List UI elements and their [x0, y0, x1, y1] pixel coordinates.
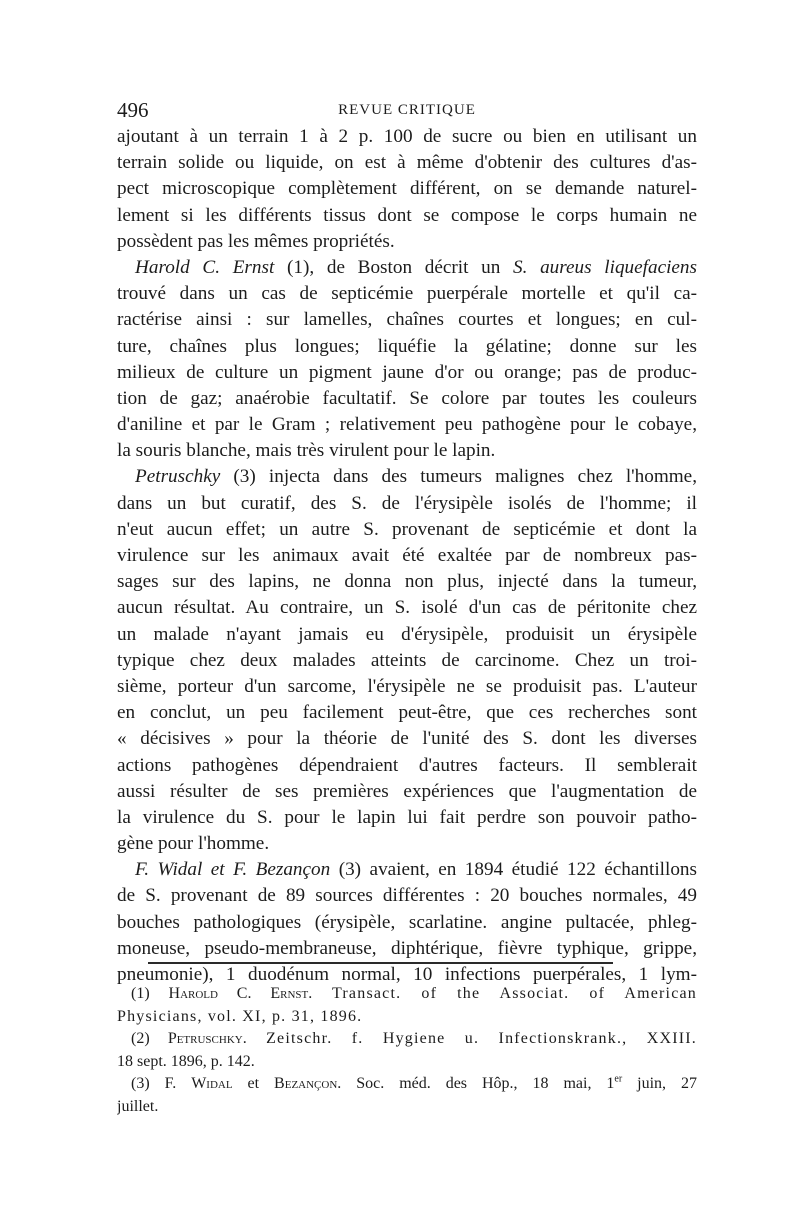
text-line: ajoutant à un terrain 1 à 2 p. 100 de sucre ou bien en utilisant un: [117, 126, 697, 147]
text-line: de S. provenant de 89 sources différentes : 20 bouches normales, 49: [117, 885, 697, 907]
footnote-marker: (3) F.: [131, 1075, 192, 1092]
footnote-source: Soc. méd. des Hôp., 18 mai, 1: [341, 1075, 615, 1092]
text-line: aucun résultat. Au contraire, un S. isolé d'un cas de péritonite chez: [117, 597, 697, 619]
text-line: [117, 255, 697, 281]
footnotes: [117, 983, 697, 1118]
body-text: [117, 124, 697, 988]
text-line: dans un but curatif, des S. de l'érysipèle isolés de l'homme; il: [117, 492, 697, 514]
superscript: er: [614, 1073, 623, 1085]
text-span: (3) avaient, en 1894 étudié 122 échantillons: [330, 859, 697, 881]
text-line: terrain solide ou liquide, on est à même d'obtenir des cultures d'as-: [117, 152, 697, 174]
footnote-source: Zeitschr. f. Hygiene u. Infectionskrank., XXIII.: [246, 1030, 697, 1047]
text-line: possèdent pas les mêmes propriétés.: [117, 230, 395, 252]
footnote-2: [117, 1028, 697, 1051]
author-name: F. Widal et F. Bezançon: [135, 859, 331, 881]
text-line: trouvé dans un cas de septicémie puerpérale mortelle et qu'il ca-: [117, 283, 697, 305]
text-span: et: [232, 1075, 275, 1092]
text-line: ture, chaînes plus longues; liquéfie la gélatine; donne sur les: [117, 335, 697, 357]
text-line: tion de gaz; anaérobie facultatif. Se colore par toutes les couleurs: [117, 387, 697, 409]
text-line: ractérise ainsi : sur lamelles, chaînes courtes et longues; en cul-: [117, 309, 697, 331]
text-line: sages sur des lapins, ne donna non plus, injecté dans la tumeur,: [117, 571, 697, 593]
text-line: en conclut, un peu facilement peut-être, que ces recherches sont: [117, 702, 697, 724]
author-name: Petruschky: [135, 466, 221, 488]
footnote-3-continued: juillet.: [117, 1097, 159, 1115]
text-line: milieux de culture un pigment jaune d'or ou orange; pas de produc-: [117, 361, 697, 383]
text-span: (1), de Boston décrit un: [274, 256, 513, 278]
footnote-3: [117, 1073, 697, 1096]
text-line: virulence sur les animaux avait été exaltée par de nombreux pas-: [117, 545, 697, 566]
text-line: « décisives » pour la théorie de l'unité des S. dont les diverses: [117, 728, 697, 750]
text-line: [117, 857, 697, 883]
text-line: aussi résulter de ses premières expériences que l'augmentation de: [117, 780, 697, 802]
text-line: lement si les différents tissus dont se compose le corps humain ne: [117, 204, 697, 226]
text-line: d'aniline et par le Gram ; relativement peu pathogène pour le cobaye,: [117, 414, 697, 436]
footnote-marker: (2): [131, 1030, 168, 1047]
footnote-source: juin, 27: [622, 1075, 697, 1092]
text-line: moneuse, pseudo-membraneuse, diphtérique, fièvre typhique, grippe,: [117, 937, 697, 959]
footnote-author: Harold C. Ernst.: [168, 985, 313, 1002]
footnote-marker: (1): [131, 985, 169, 1002]
text-line: un malade n'ayant jamais eu d'érysipèle, produisit un érysipèle: [117, 623, 697, 645]
footnote-author: Bezançon.: [274, 1075, 342, 1092]
text-line: bouches pathologiques (érysipèle, scarlatine. angine pultacée, phleg-: [117, 911, 697, 933]
footnote-source: Transact. of the Associat. of American: [312, 985, 697, 1002]
footnote-1-continued: Physicians, vol. XI, p. 31, 1896.: [117, 1007, 363, 1025]
author-name: Harold C. Ernst: [135, 256, 275, 278]
text-line: pect microscopique complètement différent, on se demande naturel-: [117, 178, 697, 200]
text-span: (3) injecta dans des tumeurs malignes chez l'homme,: [220, 466, 697, 488]
text-line: la souris blanche, mais très virulent pour le lapin.: [117, 440, 496, 462]
text-line: la virulence du S. pour le lapin lui fait perdre son pouvoir patho-: [117, 806, 697, 828]
page-number: 496: [117, 98, 149, 122]
footnote-2-continued: 18 sept. 1896, p. 142.: [117, 1052, 255, 1070]
text-line: gène pour l'homme.: [117, 833, 270, 855]
species-name: S. aureus liquefaciens: [512, 256, 697, 278]
text-line: sième, porteur d'un sarcome, l'érysipèle ne se produisit pas. L'auteur: [117, 675, 697, 697]
running-head: REVUE CRITIQUE: [338, 102, 476, 118]
text-line: pneumonie), 1 duodénum normal, 10 infections puerpérales, 1 lym-: [117, 964, 697, 985]
text-line: n'eut aucun effet; un autre S. provenant de septicémie et dont la: [117, 518, 697, 540]
page-header: [117, 98, 697, 122]
footnote-author: Petruschky.: [167, 1030, 247, 1047]
text-line: typique chez deux malades atteints de carcinome. Chez un troi-: [117, 649, 697, 671]
footnote-1: [117, 983, 697, 1006]
text-line: actions pathogènes dépendraient d'autres facteurs. Il semblerait: [117, 754, 697, 776]
footnote-author: Widal: [191, 1075, 233, 1092]
footnote-divider: [148, 962, 613, 964]
text-line: [117, 464, 697, 490]
